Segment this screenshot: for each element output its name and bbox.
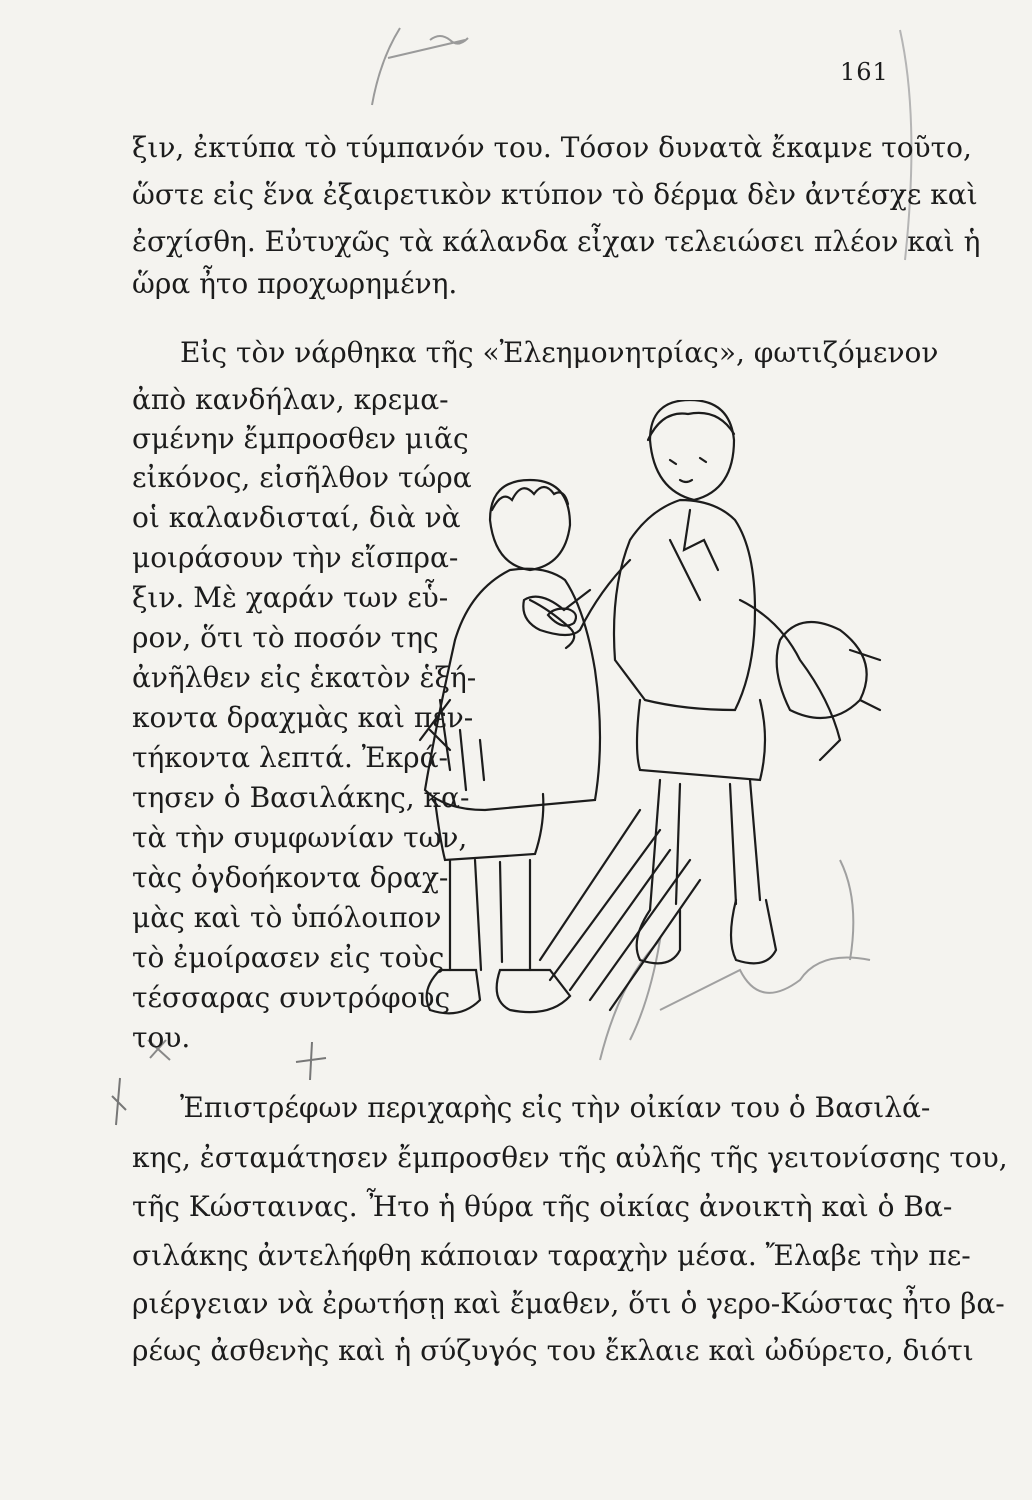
text-line: ριέργειαν νὰ ἐρωτήσῃ καὶ ἔμαθεν, ὅτι ὁ γερο-Κώστας ἦτο βα-: [132, 1287, 1005, 1320]
text-line: κης, ἐσταμάτησεν ἔμπροσθεν τῆς αὐλῆς τῆς γειτονίσσης του,: [132, 1141, 1008, 1174]
text-line: ὥρα ἦτο προχωρημένη.: [132, 267, 458, 300]
text-line: μοιράσουν τὴν εἴσπρα-: [132, 541, 459, 574]
pencil-bracket-mark: [112, 1078, 126, 1125]
text-line: ἀνῆλθεν εἰς ἑκατὸν ἑξή-: [132, 661, 477, 694]
small-boy-figure: [420, 480, 600, 1013]
page-number: 161: [840, 58, 889, 86]
text-line: ὥστε εἰς ἕνα ἐξαιρετικὸν κτύπον τὸ δέρμα δὲν ἀντέσχε καὶ: [132, 178, 978, 211]
text-line: σιλάκης ἀντελήφθη κάποιαν ταραχὴν μέσα. Ἔλαβε τὴν πε-: [132, 1239, 971, 1272]
text-line: τὸ ἐμοίρασεν εἰς τοὺς: [132, 941, 445, 974]
text-line: οἱ καλανδισταί, διὰ νὰ: [132, 501, 461, 534]
text-line: ρον, ὅτι τὸ ποσόν της: [132, 621, 439, 654]
text-line: ξιν, ἐκτύπα τὸ τύμπανόν του. Τόσον δυνατὰ ἔκαμνε τοῦτο,: [132, 131, 972, 164]
text-line: εἰκόνος, εἰσῆλθον τώρα: [132, 461, 472, 494]
text-line: τὰ τὴν συμφωνίαν των,: [132, 821, 468, 854]
pencil-plus-mark: [296, 1042, 326, 1080]
text-line: τησεν ὁ Βασιλάκης, κα-: [132, 781, 470, 814]
two-boys-illustration: [380, 400, 890, 1080]
text-line: τὰς ὀγδοήκοντα δραχ-: [132, 861, 449, 894]
text-line: ἀπὸ κανδήλαν, κρεμα-: [132, 383, 449, 416]
text-line: ξιν. Μὲ χαράν των εὗ-: [132, 581, 449, 614]
text-line: τῆς Κώσταινας. Ἦτο ἡ θύρα τῆς οἰκίας ἀνοικτὴ καὶ ὁ Βα-: [132, 1190, 953, 1223]
pencil-scribble-top: [372, 28, 468, 105]
text-line: του.: [132, 1021, 191, 1054]
text-line: τέσσαρας συντρόφους: [132, 981, 451, 1014]
text-line: ἐσχίσθη. Εὐτυχῶς τὰ κάλανδα εἶχαν τελειώσει πλέον καὶ ἡ: [132, 225, 981, 258]
text-line: κοντα δραχμὰς καὶ πεν-: [132, 701, 474, 734]
text-line: ρέως ἀσθενὴς καὶ ἡ σύζυγός του ἔκλαιε καὶ ὠδύρετο, διότι: [132, 1334, 974, 1367]
text-line: Εἰς τὸν νάρθηκα τῆς «Ἐλεημονητρίας», φωτιζόμενον: [180, 336, 939, 369]
text-line: σμένην ἔμπροσθεν μιᾶς: [132, 422, 469, 455]
text-line: Ἐπιστρέφων περιχαρὴς εἰς τὴν οἰκίαν του ὁ Βασιλά-: [180, 1091, 931, 1124]
older-boy-figure: [523, 400, 880, 1010]
text-line: τήκοντα λεπτά. Ἐκρά-: [132, 741, 449, 774]
text-line: μὰς καὶ τὸ ὑπόλοιπον: [132, 901, 442, 934]
